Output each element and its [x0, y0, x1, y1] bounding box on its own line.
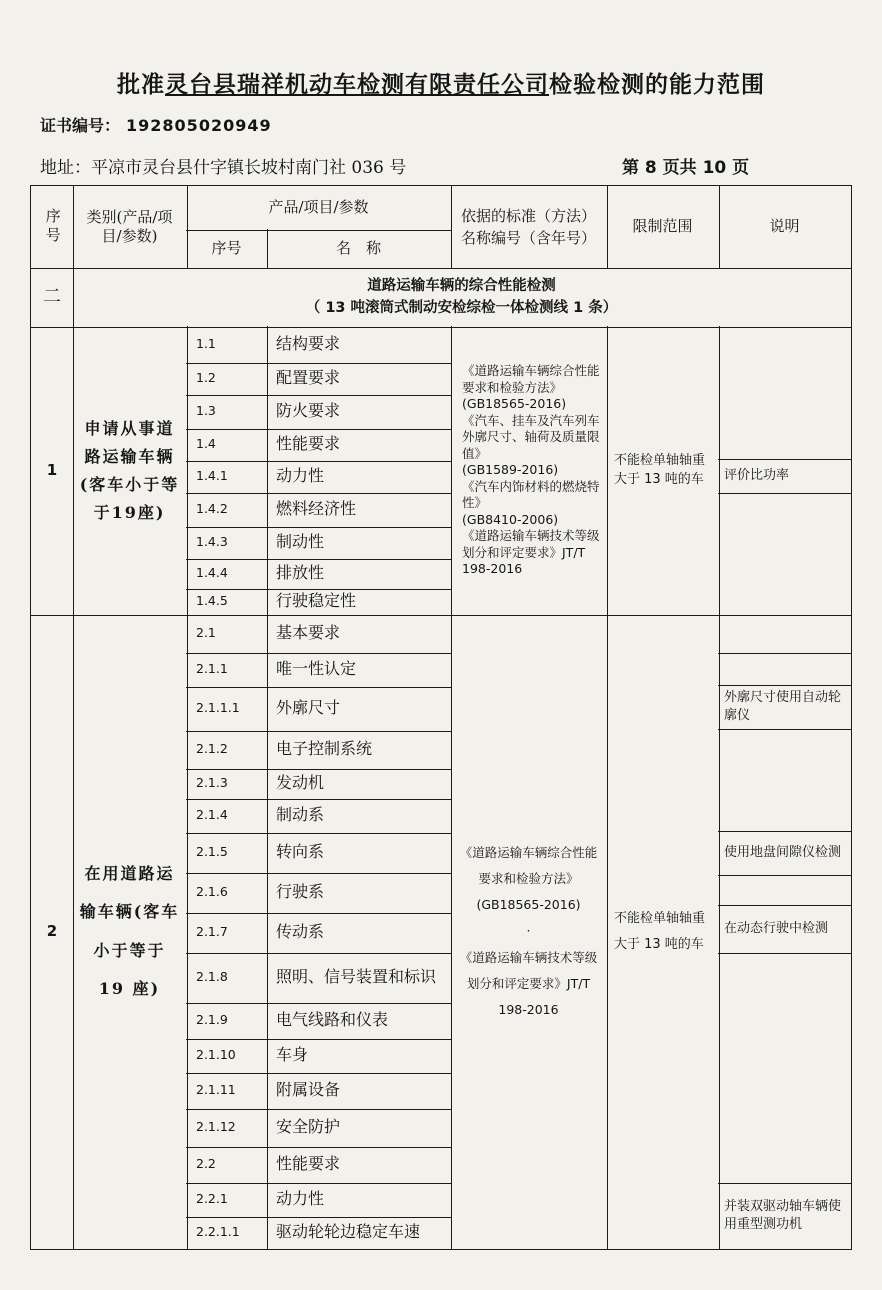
group1-item-name: 行驶稳定性	[266, 588, 452, 616]
cert-number: 192805020949	[126, 116, 272, 135]
group1-item-name: 配置要求	[266, 362, 452, 396]
group2-item-name: 动力性	[266, 1182, 452, 1218]
group2-item-number: 2.1.3	[186, 768, 268, 800]
group2-item-number: 2.1.12	[186, 1108, 268, 1148]
group1-item-name: 防火要求	[266, 394, 452, 430]
section-title	[72, 267, 852, 328]
group2-item-name: 电气线路和仪表	[266, 1002, 452, 1040]
group2-remark-2: 使用地盘间隙仪检测	[718, 830, 852, 876]
group2-remark-1: 外廓尺寸使用自动轮廓仪	[718, 684, 852, 730]
group2-remark-empty-3	[718, 728, 852, 832]
group2-standard: 《道路运输车辆综合性能要求和检验方法》 (GB18565-2016) · 《道路运输车辆技术等级划分和评定要求》JT/T 198-2016	[450, 614, 608, 1250]
group2-item-name: 安全防护	[266, 1108, 452, 1148]
group2-item-number: 2.1.8	[186, 952, 268, 1004]
group1-remark-tail	[718, 492, 852, 616]
group2-item-name: 转向系	[266, 832, 452, 874]
group2-item-number: 2.2.1.1	[186, 1216, 268, 1250]
group2-item-number: 2.1.4	[186, 798, 268, 834]
group1-item-number: 1.4.5	[186, 588, 268, 616]
address: 地址：平凉市灵台县什字镇长坡村南门社 036 号	[40, 158, 407, 178]
group2-remark-empty-1	[718, 614, 852, 654]
group2-seq: 2	[30, 614, 74, 1250]
group2-item-number: 2.1.11	[186, 1072, 268, 1110]
group2-item-name: 基本要求	[266, 614, 452, 654]
header-limit: 限制范围	[606, 185, 720, 269]
group1-item-name: 制动性	[266, 526, 452, 560]
group2-remark-empty-4	[718, 874, 852, 906]
page-number: 第 8 页共 10 页	[622, 158, 750, 178]
group2-item-number: 2.1.6	[186, 872, 268, 914]
group1-seq: 1	[30, 326, 74, 616]
group2-item-number: 2.2.1	[186, 1182, 268, 1218]
cert-label: 证书编号：	[40, 116, 121, 135]
group2-item-number: 2.1.2	[186, 730, 268, 770]
group2-item-name: 传动系	[266, 912, 452, 954]
header-remark: 说明	[718, 185, 852, 269]
group2-item-name: 发动机	[266, 768, 452, 800]
group1-remark: 评价比功率	[718, 458, 852, 494]
group2-item-name: 唯一性认定	[266, 652, 452, 688]
title-company: 灵台县瑞祥机动车检测有限责任公司	[165, 72, 549, 98]
title-suffix: 检验检测的能力范围	[549, 72, 765, 98]
group2-limit: 不能检单轴轴重大于 13 吨的车	[606, 614, 720, 1250]
group2-item-number: 2.2	[186, 1146, 268, 1184]
group2-item-name: 照明、信号装置和标识	[266, 952, 452, 1004]
group2-item-number: 2.1.10	[186, 1038, 268, 1074]
group2-item-name: 行驶系	[266, 872, 452, 914]
group1-item-number: 1.4	[186, 428, 268, 462]
group2-remark-3: 在动态行驶中检测	[718, 904, 852, 954]
header-sub-seq: 序号	[186, 229, 268, 269]
group1-item-number: 1.3	[186, 394, 268, 430]
group1-remark-empty	[718, 326, 852, 460]
header-standard: 依据的标准（方法）名称编号（含年号）	[450, 185, 608, 269]
group1-item-name: 性能要求	[266, 428, 452, 462]
group2-remark-empty-5	[718, 952, 852, 1184]
section-seq: 二	[30, 267, 74, 328]
header-product-group: 产品/项目/参数	[186, 185, 452, 231]
group1-item-name: 结构要求	[266, 326, 452, 364]
group1-category: 申请从事道路运输车辆(客车小于等于19座)	[72, 326, 188, 616]
section-title-line1: 道路运输车辆的综合性能检测	[367, 277, 556, 294]
group1-item-number: 1.4.1	[186, 460, 268, 494]
group1-item-number: 1.4.2	[186, 492, 268, 528]
header-category: 类别(产品/项目/参数)	[72, 185, 188, 269]
certificate-line	[40, 113, 272, 136]
group2-item-name: 附属设备	[266, 1072, 452, 1110]
group1-item-number: 1.1	[186, 326, 268, 364]
section-title-line2: （ 13 吨滚筒式制动安检综检一体检测线 1 条）	[305, 300, 618, 316]
group2-item-name: 制动系	[266, 798, 452, 834]
group2-item-name: 车身	[266, 1038, 452, 1074]
group2-item-name: 驱动轮轮边稳定车速	[266, 1216, 452, 1250]
group2-item-name: 外廓尺寸	[266, 686, 452, 732]
group2-item-number: 2.1	[186, 614, 268, 654]
group2-category: 在用道路运输车辆(客车小于等于 19 座)	[72, 614, 188, 1250]
group2-item-number: 2.1.1.1	[186, 686, 268, 732]
group1-item-number: 1.4.4	[186, 558, 268, 590]
group2-item-number: 2.1.7	[186, 912, 268, 954]
group1-item-name: 排放性	[266, 558, 452, 590]
group2-item-number: 2.1.5	[186, 832, 268, 874]
group1-standard: 《道路运输车辆综合性能要求和检验方法》 (GB18565-2016) 《汽车、挂车及汽车列车外廓尺寸、轴荷及质量限值》 (GB1589-2016) 《汽车内饰材料的燃烧特性》 (GB8410-2006) 《道路运输车辆技术等级划分和评定要求》JT/T 198-2016	[450, 326, 608, 616]
group1-item-number: 1.2	[186, 362, 268, 396]
group2-item-name: 电子控制系统	[266, 730, 452, 770]
group2-item-name: 性能要求	[266, 1146, 452, 1184]
group2-remark-4: 并装双驱动轴车辆使用重型测功机	[718, 1182, 852, 1250]
group1-item-name: 动力性	[266, 460, 452, 494]
group1-item-name: 燃料经济性	[266, 492, 452, 528]
header-seq: 序号	[30, 185, 74, 269]
group2-item-number: 2.1.1	[186, 652, 268, 688]
page-title	[0, 66, 882, 99]
group2-remark-empty-2	[718, 652, 852, 686]
header-sub-name: 名 称	[266, 229, 452, 269]
group1-item-number: 1.4.3	[186, 526, 268, 560]
group2-item-number: 2.1.9	[186, 1002, 268, 1040]
title-prefix: 批准	[117, 72, 165, 98]
group1-limit: 不能检单轴轴重大于 13 吨的车	[606, 326, 720, 616]
